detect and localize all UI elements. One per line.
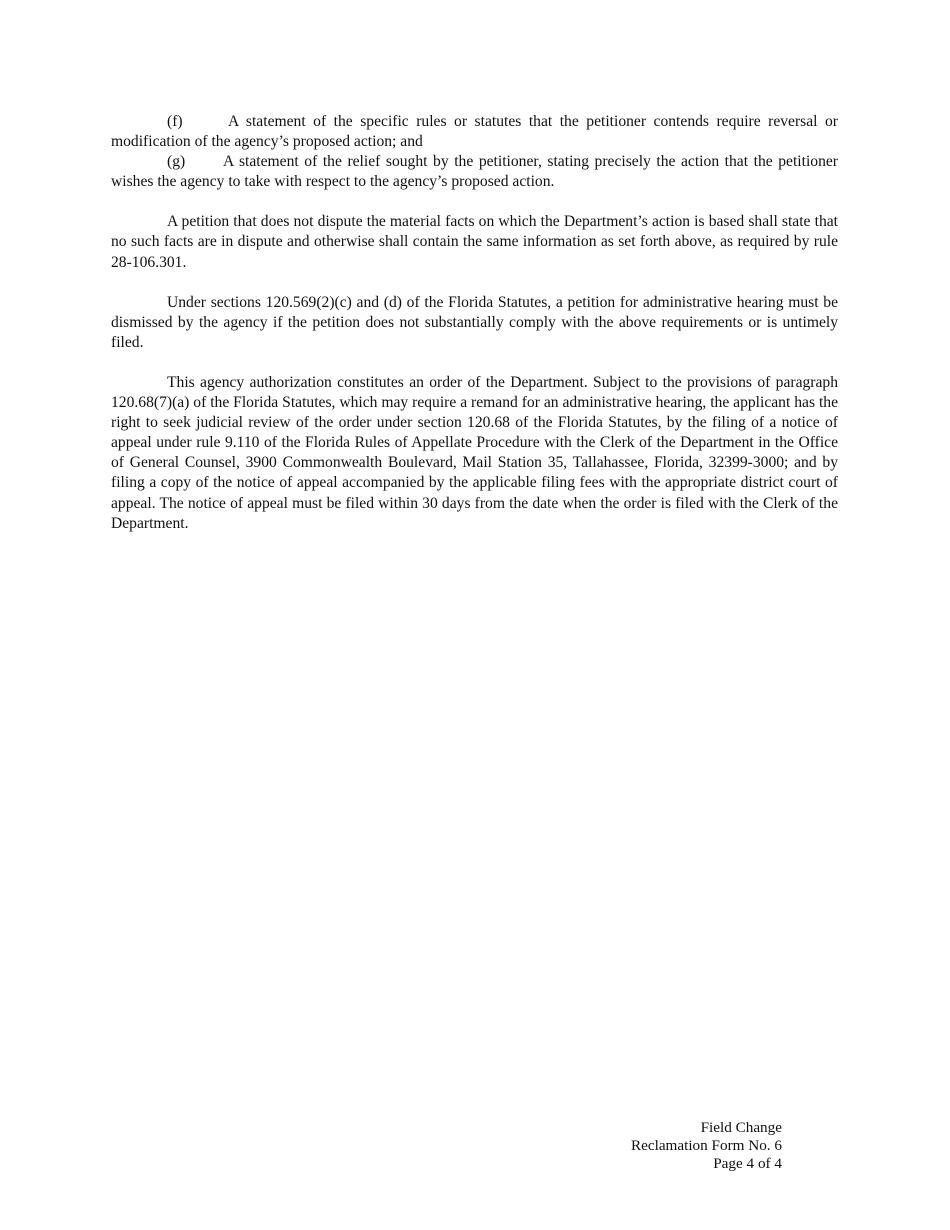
paragraph-spacer	[111, 192, 838, 212]
list-item-text: A statement of the relief sought by the petitioner, stating precisely the action that the petitioner wishes the agency to take with respect to the agency’s proposed action.	[111, 153, 838, 191]
list-marker: (f)	[167, 113, 183, 130]
list-item-text: A statement of the specific rules or statutes that the petitioner contends require reversal or modification of the agency’s proposed action; and	[111, 113, 838, 151]
footer-form-title: Field Change	[700, 1119, 782, 1136]
paragraph-judicial-review: This agency authorization constitutes an order of the Department. Subject to the provisions of paragraph 120.68(7)(a) of the Florida Statutes, which may require a remand for an administrative hearing, the applicant has the right to seek judicial review of the order under section 120.68 of the Florida Statutes, by the filing of a notice of appeal under rule 9.110 of the Florida Rules of Appellate Procedure with the Clerk of the Department in the Office of General Counsel, 3900 Commonwealth Boulevard, Mail Station 35, Tallahassee, Florida, 32399-3000; and by filing a copy of the notice of appeal accompanied by the applicable filing fees with the appropriate district court of appeal. The notice of appeal must be filed within 30 days from the date when the order is filed with the Clerk of the Department.	[111, 373, 838, 532]
list-item-f	[111, 112, 838, 152]
page-number: Page 4 of 4	[713, 1155, 782, 1172]
paragraph-dismissal: Under sections 120.569(2)(c) and (d) of the Florida Statutes, a petition for administrative hearing must be dismissed by the agency if the petition does not substantially comply with the above requirements or is untimely filed.	[111, 293, 838, 351]
paragraph-spacer	[111, 353, 838, 373]
paragraph-spacer	[111, 273, 838, 293]
list-marker: (g)	[167, 153, 186, 171]
footer-form-number: Reclamation Form No. 6	[630, 1137, 782, 1154]
page-footer	[631, 1119, 782, 1173]
paragraph-undisputed-facts: A petition that does not dispute the material facts on which the Department’s action is based shall state that no such facts are in dispute and otherwise shall contain the same information as set forth above, as required by rule 28-106.301.	[111, 213, 838, 271]
document-body	[111, 112, 838, 534]
list-item-g	[111, 152, 838, 192]
